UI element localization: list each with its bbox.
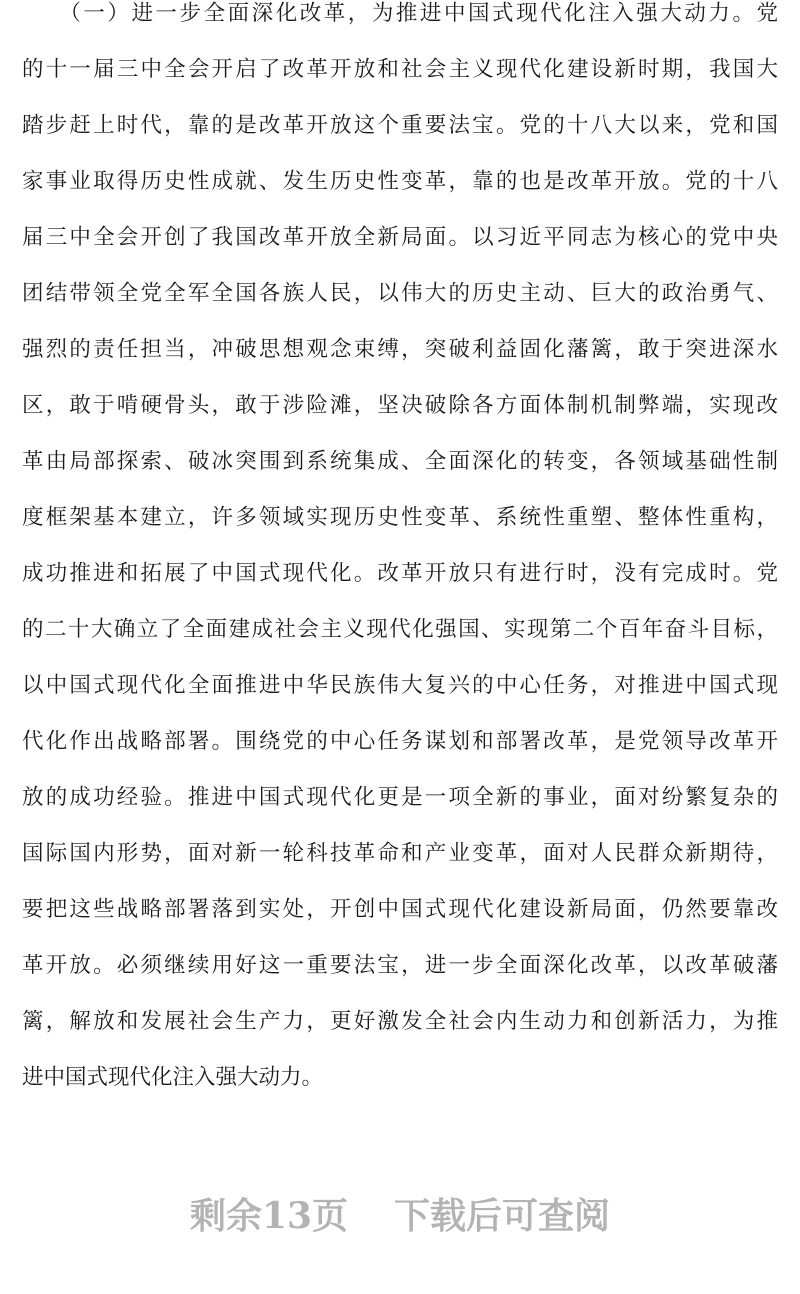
text-line-20: 进中国式现代化注入强大动力。 — [22, 1065, 324, 1090]
text-line-2: 的十一届三中全会开启了改革开放和社会主义现代化建设新时期，我国大 — [22, 57, 778, 82]
text-line-7: 强烈的责任担当，冲破思想观念束缚，突破利益固化藩篱，敢于突进深水 — [22, 337, 778, 362]
text-line-3: 踏步赶上时代，靠的是改革开放这个重要法宝。党的十八大以来，党和国 — [22, 113, 778, 138]
text-line-11: 成功推进和拓展了中国式现代化。改革开放只有进行时，没有完成时。党 — [22, 561, 778, 586]
text-line-12: 的二十大确立了全面建成社会主义现代化强国、实现第二个百年奋斗目标， — [22, 617, 778, 642]
text-line-19: 篱，解放和发展社会生产力，更好激发全社会内生动力和创新活力，为推 — [22, 1009, 778, 1034]
text-line-18: 革开放。必须继续用好这一重要法宝，进一步全面深化改革，以改革破藩 — [22, 953, 778, 978]
text-line-1: （一）进一步全面深化改革，为推进中国式现代化注入强大动力。党 — [22, 1, 778, 26]
text-line-8: 区，敢于啃硬骨头，敢于涉险滩，坚决破除各方面体制机制弊端，实现改 — [22, 393, 778, 418]
text-line-6: 团结带领全党全军全国各族人民，以伟大的历史主动、巨大的政治勇气、 — [22, 281, 778, 306]
text-line-14: 代化作出战略部署。围绕党的中心任务谋划和部署改革，是党领导改革开 — [22, 729, 778, 754]
text-line-15: 放的成功经验。推进中国式现代化更是一项全新的事业，面对纷繁复杂的 — [22, 785, 778, 810]
text-line-13: 以中国式现代化全面推进中华民族伟大复兴的中心任务，对推进中国式现 — [22, 673, 778, 698]
text-line-9: 革由局部探索、破冰突围到系统集成、全面深化的转变，各领域基础性制 — [22, 449, 778, 474]
download-to-view-text: 下载后可查阅 — [394, 1195, 611, 1237]
text-line-16: 国际国内形势，面对新一轮科技革命和产业变革，面对人民群众新期待， — [22, 841, 778, 866]
text-line-10: 度框架基本建立，许多领域实现历史性变革、系统性重塑、整体性重构， — [22, 505, 778, 530]
text-line-4: 家事业取得历史性成就、发生历史性变革，靠的也是改革开放。党的十八 — [22, 169, 778, 194]
download-prompt-banner[interactable] — [0, 1192, 800, 1240]
text-line-5: 届三中全会开创了我国改革开放全新局面。以习近平同志为核心的党中央 — [22, 225, 778, 250]
remaining-pages-text: 剩余13页 — [189, 1195, 349, 1237]
text-line-17: 要把这些战略部署落到实处，开创中国式现代化建设新局面，仍然要靠改 — [22, 897, 778, 922]
